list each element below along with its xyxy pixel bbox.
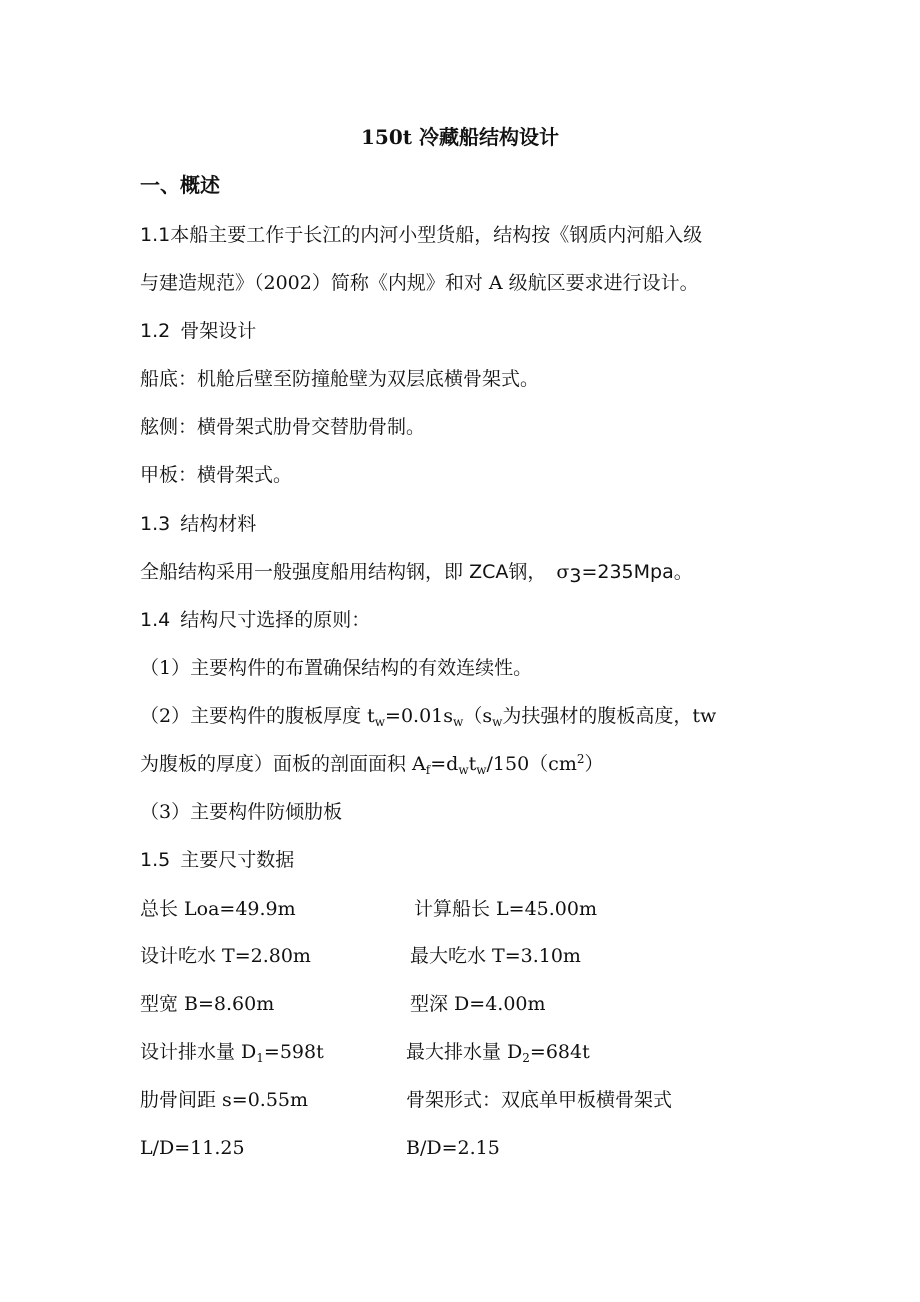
paragraph-bottom-frame: 船底：机舱后壁至防撞舱壁为双层底横骨架式。 <box>140 368 540 390</box>
sigma-value: =235Mpa。 <box>581 561 693 583</box>
subscript-1: 1 <box>256 1051 264 1065</box>
dim-frame-spacing: 肋骨间距 s=0.55m <box>140 1089 309 1111</box>
dim-design-displacement <box>140 1039 324 1065</box>
subscript-f: f <box>425 763 431 777</box>
principle-item-2-line2 <box>140 751 604 777</box>
principle-item-3: （3）主要构件防倾肋板 <box>140 801 343 823</box>
item2-text: ） <box>584 753 604 775</box>
section-heading-text: 主要尺寸数据 <box>180 849 295 871</box>
item2-text: =0.01s <box>385 705 454 727</box>
sigma-symbol: σ <box>556 561 570 583</box>
dim-label: 设计排水量 D <box>140 1041 257 1063</box>
item2-text: 为腹板的厚度）面板的剖面面积 A <box>140 753 426 775</box>
dim-depth: 型深 D=4.00m <box>410 993 546 1015</box>
paragraph-1-1-line2: 与建造规范》（2002）简称《内规》和对 A 级航区要求进行设计。 <box>140 272 699 294</box>
paragraph-side-frame: 舷侧：横骨架式肋骨交替肋骨制。 <box>140 416 426 438</box>
section-heading-text: 骨架设计 <box>180 320 257 342</box>
subscript-w: w <box>476 763 487 777</box>
superscript-2: 2 <box>576 752 585 766</box>
section-heading-overview: 一、概述 <box>140 173 220 197</box>
section-heading-text: 结构尺寸选择的原则： <box>180 609 371 631</box>
paragraph-1-1-line1 <box>140 222 702 248</box>
dim-max-displacement <box>406 1039 590 1065</box>
paragraph-materials <box>140 559 693 585</box>
principle-item-2-line1 <box>140 703 716 729</box>
item2-text: =d <box>430 753 459 775</box>
subscript-w: w <box>453 715 464 729</box>
item2-text: /150（cm <box>486 753 577 775</box>
dim-label: 最大排水量 D <box>406 1041 523 1063</box>
principle-item-1: （1）主要构件的布置确保结构的有效连续性。 <box>140 657 533 679</box>
dim-frame-type: 骨架形式：双底单甲板横骨架式 <box>406 1089 673 1111</box>
section-heading-materials <box>140 511 256 537</box>
dim-value: =684t <box>529 1041 590 1063</box>
dim-calc-length: 计算船长 L=45.00m <box>414 898 597 920</box>
dim-l-over-d: L/D=11.25 <box>140 1137 245 1159</box>
item2-text: （2）主要构件的腹板厚度 t <box>140 705 375 727</box>
section-number: 1.4 <box>140 609 171 631</box>
item2-text: t <box>468 753 477 775</box>
document-title: 150t 冷藏船结构设计 <box>361 125 559 149</box>
section-number: 1.1 <box>140 224 171 246</box>
materials-text: 全船结构采用一般强度船用结构钢，即 <box>140 561 464 583</box>
section-number: 1.5 <box>140 849 171 871</box>
sigma-subscript: 3 <box>569 565 582 587</box>
section-heading-principles <box>140 607 370 633</box>
steel-grade: ZCA <box>469 561 509 583</box>
paragraph-text: 本船主要工作于长江的内河小型货船，结构按《钢质内河船入级 <box>170 224 703 246</box>
section-heading-main-dimensions <box>140 847 294 873</box>
section-number: 1.2 <box>140 320 171 342</box>
subscript-2: 2 <box>522 1051 530 1065</box>
item2-text: （s <box>463 705 493 727</box>
dim-max-draft: 最大吃水 T=3.10m <box>410 945 581 967</box>
materials-text-b: 钢， <box>508 561 547 583</box>
section-heading-text: 结构材料 <box>180 513 257 535</box>
section-heading-frame-design <box>140 318 256 344</box>
subscript-w: w <box>492 715 503 729</box>
dim-loa: 总长 Loa=49.9m <box>140 898 296 920</box>
subscript-w: w <box>374 715 386 729</box>
item2-text: 为扶强材的腹板高度，tw <box>502 705 717 727</box>
paragraph-deck-frame: 甲板：横骨架式。 <box>140 464 293 486</box>
dim-design-draft: 设计吃水 T=2.80m <box>140 945 311 967</box>
dim-value: =598t <box>263 1041 324 1063</box>
section-number: 1.3 <box>140 513 171 535</box>
dim-b-over-d: B/D=2.15 <box>406 1137 500 1159</box>
dim-breadth: 型宽 B=8.60m <box>140 993 275 1015</box>
subscript-w: w <box>458 763 469 777</box>
